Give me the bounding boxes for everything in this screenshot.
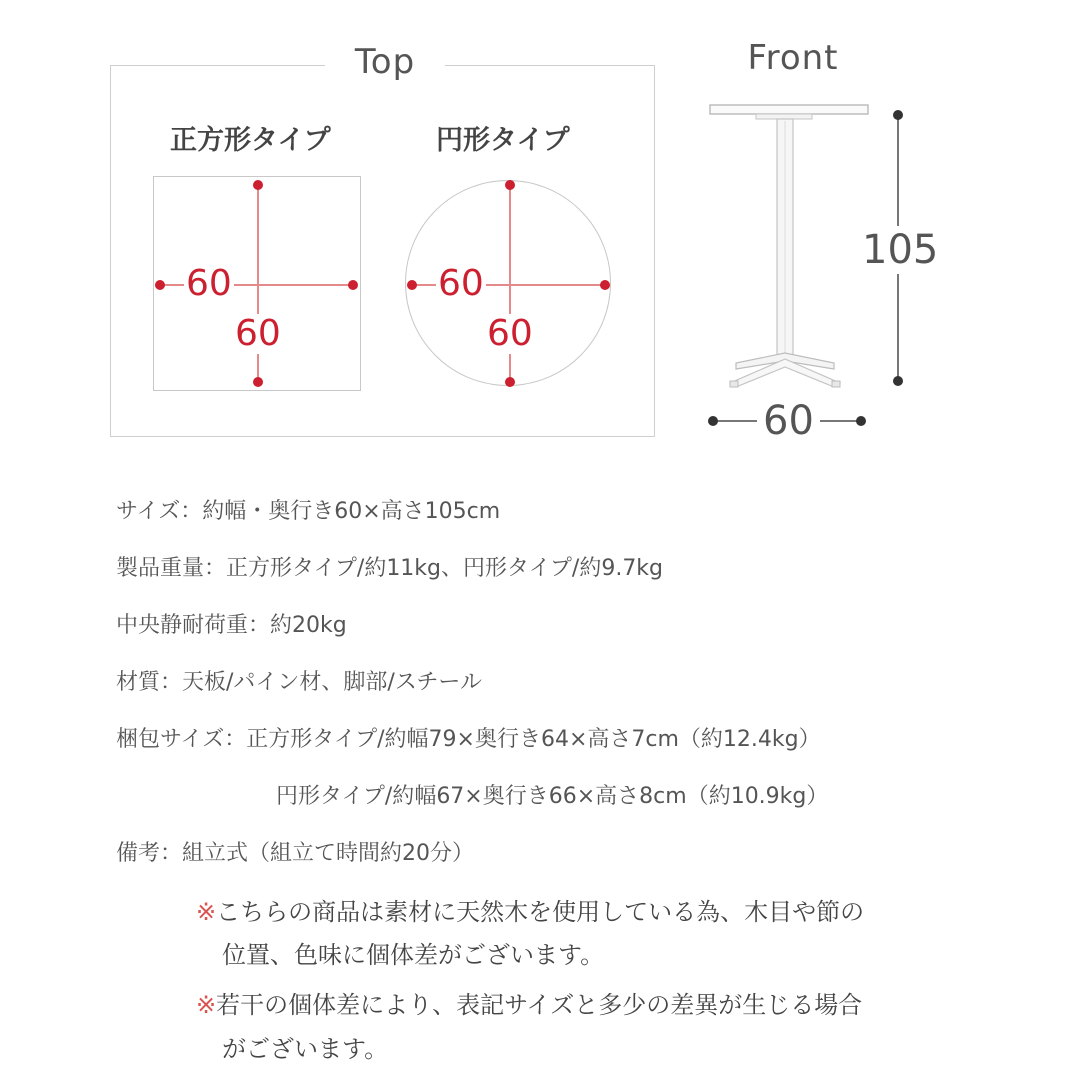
circle-depth-value: 60 [487,313,533,354]
note-2-text: 若干の個体差により、表記サイズと多少の差異が生じる場合 [216,991,863,1019]
square-depth-dot-top [253,180,263,190]
note-1-line-1 [196,892,864,927]
spec-weight: 製品重量：正方形タイプ/約11kg、円形タイプ/約9.7kg [116,556,664,581]
note-1-text: こちらの商品は素材に天然木を使用している為、木目や節の [216,898,865,926]
square-depth-value: 60 [235,313,281,354]
spec-package-circle: 円形タイプ/約幅67×奥行き66×高さ8cm（約10.9kg） [276,784,829,809]
spec-size: サイズ：約幅・奥行き60×高さ105cm [116,499,501,524]
circle-width-dot-right [600,280,610,290]
front-width-dot-left [708,416,718,426]
circle-type-label: 円形タイプ [436,125,570,156]
circle-width-dot-left [407,280,417,290]
square-width-dot-left [155,280,165,290]
table-front-illustration [700,95,880,395]
spec-remarks: 備考：組立式（組立て時間約20分） [116,841,474,866]
front-height-value: 105 [862,227,939,273]
height-dot-top [893,110,903,120]
note-mark-2: ※ [196,991,217,1019]
spec-package-square: 梱包サイズ：正方形タイプ/約幅79×奥行き64×高さ7cm（約12.4kg） [116,727,821,752]
square-width-dot-right [348,280,358,290]
circle-depth-dot-top [505,180,515,190]
square-depth-dot-bottom [253,377,263,387]
note-1-line-2: 位置、色味に個体差がございます。 [222,941,605,969]
circle-depth-dot-bottom [505,377,515,387]
spec-material: 材質：天板/パイン材、脚部/スチール [116,670,482,695]
note-2-line-2: がございます。 [222,1035,389,1063]
front-view-heading: Front [747,38,839,78]
spec-load-capacity: 中央静耐荷重：約20kg [116,613,347,638]
note-mark-1: ※ [196,898,217,926]
square-type-label: 正方形タイプ [170,125,331,156]
front-width-value: 60 [757,399,820,443]
square-width-value: 60 [186,263,232,304]
top-view-heading: Top [325,42,445,82]
note-2-line-1 [196,985,862,1020]
height-dot-bottom [893,376,903,386]
front-width-dot-right [856,416,866,426]
circle-width-value: 60 [438,263,484,304]
